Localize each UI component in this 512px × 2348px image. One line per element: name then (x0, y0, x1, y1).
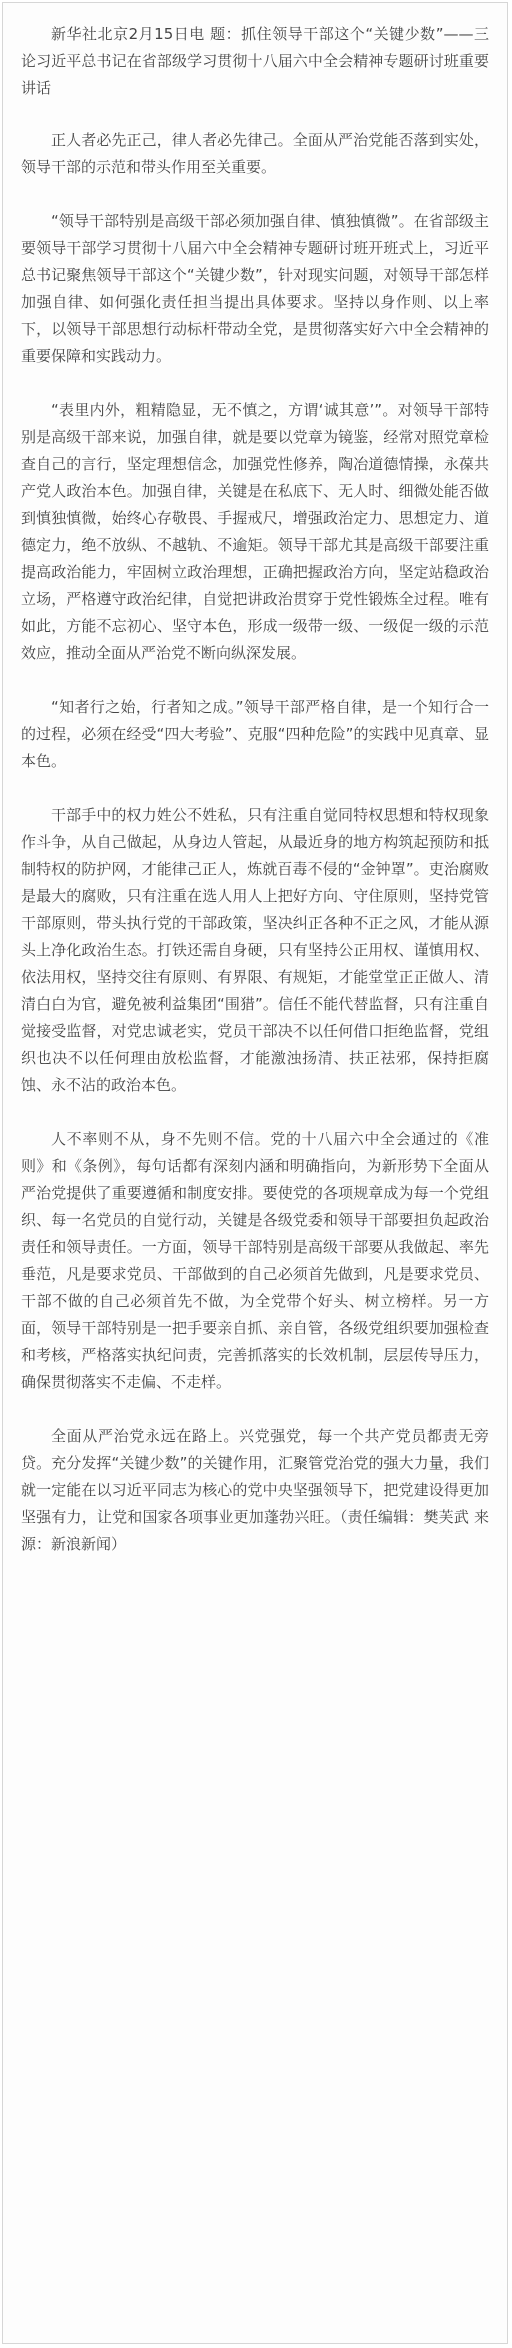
paragraph-6: 人不率则不从，身不先则不信。党的十八届六中全会通过的《准则》和《条例》，每句话都有深刻内涵和明确指向，为新形势下全面从严治党提供了重要遵循和制度安排。要使党的各项规章成为每一个党组织、每一名党员的自觉行动，关键是各级党委和领导干部要担负起政治责任和领导责任。一方面，领导干部特别是高级干部要从我做起、率先垂范，凡是要求党员、干部做到的自己必须首先做到，凡是要求党员、干部不做的自己必须首先不做，为全党带个好头、树立榜样。另一方面，领导干部特别是一把手要亲自抓、亲自管，各级党组织要加强检查和考核，严格落实执纪问责，完善抓落实的长效机制，层层传导压力，确保贯彻落实不走偏、不走样。 (21, 1130, 489, 1391)
article-page (2, 2, 508, 2344)
paragraph-1: 正人者必先正己，律人者必先律己。全面从严治党能否落到实处，领导干部的示范和带头作用至关重要。 (21, 131, 489, 176)
paragraph-7: 全面从严治党永远在路上。兴党强党，每一个共产党员都责无旁贷。充分发挥“关键少数”的关键作用，汇聚管党治党的强大力量，我们就一定能在以习近平同志为核心的党中央坚强领导下，把党建设得更加坚强有力，让党和国家各项事业更加蓬勃兴旺。（责任编辑：樊芙武 来源：新浪新闻） (21, 1427, 489, 1553)
paragraph-4: “知者行之始，行者知之成。”领导干部严格自律，是一个知行合一的过程，必须在经受“四大考验”、克服“四种危险”的实践中见真章、显本色。 (21, 698, 489, 770)
article-lead (21, 21, 489, 102)
article-body (3, 3, 507, 1558)
paragraph-3: “表里内外，粗精隐显，无不慎之，方谓‘诚其意’”。对领导干部特别是高级干部来说，加强自律，就是要以党章为镜鉴，经常对照党章检查自己的言行，坚定理想信念，加强党性修养，陶冶道德情操，永葆共产党人政治本色。加强自律，关键是在私底下、无人时、细微处能否做到慎独慎微，始终心存敬畏、手握戒尺，增强政治定力、思想定力、道德定力，绝不放纵、不越轨、不逾矩。领导干部尤其是高级干部要注重提高政治能力，牢固树立政治理想，正确把握政治方向，坚定站稳政治立场，严格遵守政治纪律，自觉把讲政治贯穿于党性锻炼全过程。唯有如此，方能不忘初心、坚守本色，形成一级带一级、一级促一级的示范效应，推动全面从严治党不断向纵深发展。 (21, 401, 489, 662)
paragraph-2: “领导干部特别是高级干部必须加强自律、慎独慎微”。在省部级主要领导干部学习贯彻十八届六中全会精神专题研讨班开班式上，习近平总书记聚焦领导干部这个“关键少数”，针对现实问题，对领导干部怎样加强自律、如何强化责任担当提出具体要求。坚持以身作则、以上率下，以领导干部思想行动标杆带动全党，是贯彻落实好六中全会精神的重要保障和实践动力。 (21, 212, 489, 365)
paragraph-5: 干部手中的权力姓公不姓私，只有注重自觉同特权思想和特权现象作斗争，从自己做起，从身边人管起，从最近身的地方构筑起预防和抵制特权的防护网，才能律己正人，炼就百毒不侵的“金钟罩”。吏治腐败是最大的腐败，只有注重在选人用人上把好方向、守住原则，坚持党管干部原则，带头执行党的干部政策，坚决纠正各种不正之风，才能从源头上净化政治生态。打铁还需自身硬，只有坚持公正用权、谨慎用权、依法用权，坚持交往有原则、有界限、有规矩，才能堂堂正正做人、清清白白为官，避免被利益集团“围猎”。信任不能代替监督，只有注重自觉接受监督，对党忠诚老实，党员干部决不以任何借口拒绝监督，党组织也决不以任何理由放松监督，才能激浊扬清、扶正祛邪，保持拒腐蚀、永不沾的政治本色。 (21, 806, 489, 1094)
dateline: 新华社北京2月15日电 (51, 25, 205, 43)
headline: 题：抓住领导干部这个“关键少数”——三论习近平总书记在省部级学习贯彻十八届六中全会精神专题研讨班重要讲话 (21, 25, 489, 97)
